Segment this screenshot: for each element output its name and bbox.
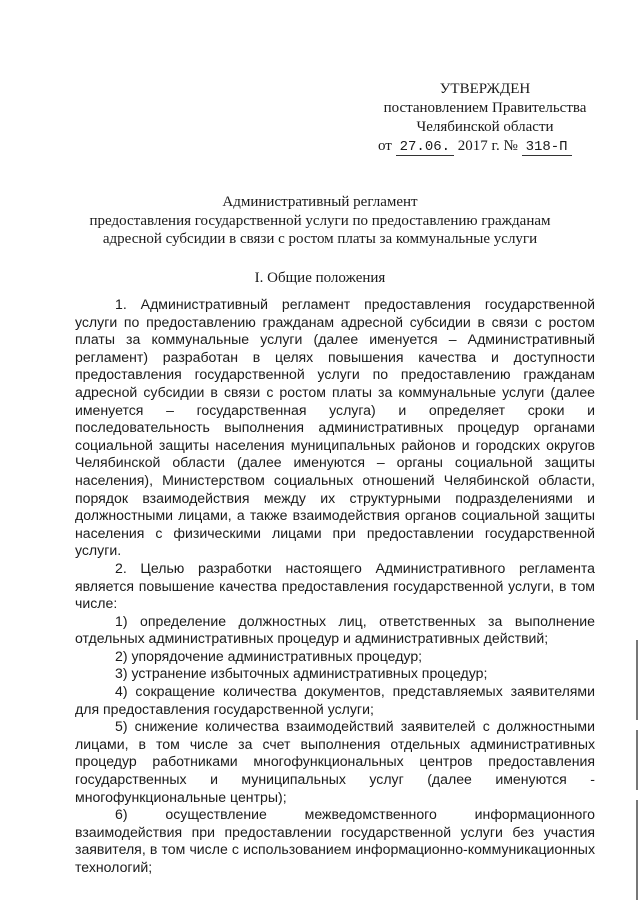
list-item: 5) снижение количества взаимодействий заявителей с должностными лицами, в том числе за счет выполнения отдельных административных процедур работниками многофункциональных центров предоставления государственных и муниципальных услуг (далее именуются - многофункциональные центры); — [75, 718, 595, 805]
document-body — [75, 296, 595, 877]
approval-year: 2017 г. № — [457, 138, 518, 154]
section-heading: I. Общие положения — [254, 270, 386, 286]
scan-edge-mark — [636, 640, 638, 720]
paragraph: 1. Административный регламент предоставления государственной услуги по предоставлению гражданам адресной субсидии в связи с ростом платы за коммунальные услуги (далее именуется – Административный регламент) разработан в целях повышения качества и доступности предоставления государственной услуги по предоставлению гражданам адресной субсидии в связи с ростом платы за коммунальные услуги (далее именуется – государственная услуга) и определяет сроки и последовательность выполнения административных процедур органами социальной защиты населения муниципальных районов и городских округов Челябинской области (далее именуются – органы социальной защиты населения), Министерством социальных отношений Челябинской области, порядок взаимодействия между их структурными подразделениями и должностными лицами, а также взаимодействия органов социальной защиты населения с физическими лицами при предоставлении государственной услуги. — [75, 296, 595, 559]
paragraph: 2. Целью разработки настоящего Административного регламента является повышение качества предоставления государственной услуги, в том числе: — [75, 559, 595, 612]
list-item: 6) осуществление межведомственного информационного взаимодействия при предоставлении государственной услуги без участия заявителя, в том числе с использованием информационно-коммуникационных технологий; — [75, 806, 595, 875]
list-item: 3) устранение избыточных административных процедур; — [115, 665, 488, 682]
title-line-2: предоставления государственной услуги по предоставлению гражданам — [89, 212, 551, 229]
approval-number: 318-П — [522, 139, 572, 156]
title-line-3: адресной субсидии в связи с ростом платы за коммунальные услуги — [102, 231, 538, 247]
approval-prefix: от — [378, 138, 392, 154]
list-item: 4) сокращение количества документов, представляемых заявителями для предоставления государственной услуги; — [75, 683, 595, 717]
approval-stamp — [370, 80, 600, 157]
scan-edge-mark — [636, 800, 638, 900]
title-line-1: Административный регламент — [222, 194, 418, 210]
approval-line-1: постановлением Правительства — [383, 100, 587, 116]
approval-line-2: Челябинской области — [416, 119, 554, 135]
document-title — [40, 193, 600, 249]
scan-edge-mark — [636, 730, 638, 790]
list-item: 2) упорядочение административных процедур; — [115, 647, 423, 664]
approval-date: 27.06. — [396, 139, 454, 156]
approval-title: УТВЕРЖДЕН — [439, 81, 531, 97]
list-item: 1) определение должностных лиц, ответственных за выполнение отдельных административных процедур и административных действий; — [75, 612, 595, 647]
approval-date-line — [370, 137, 600, 157]
